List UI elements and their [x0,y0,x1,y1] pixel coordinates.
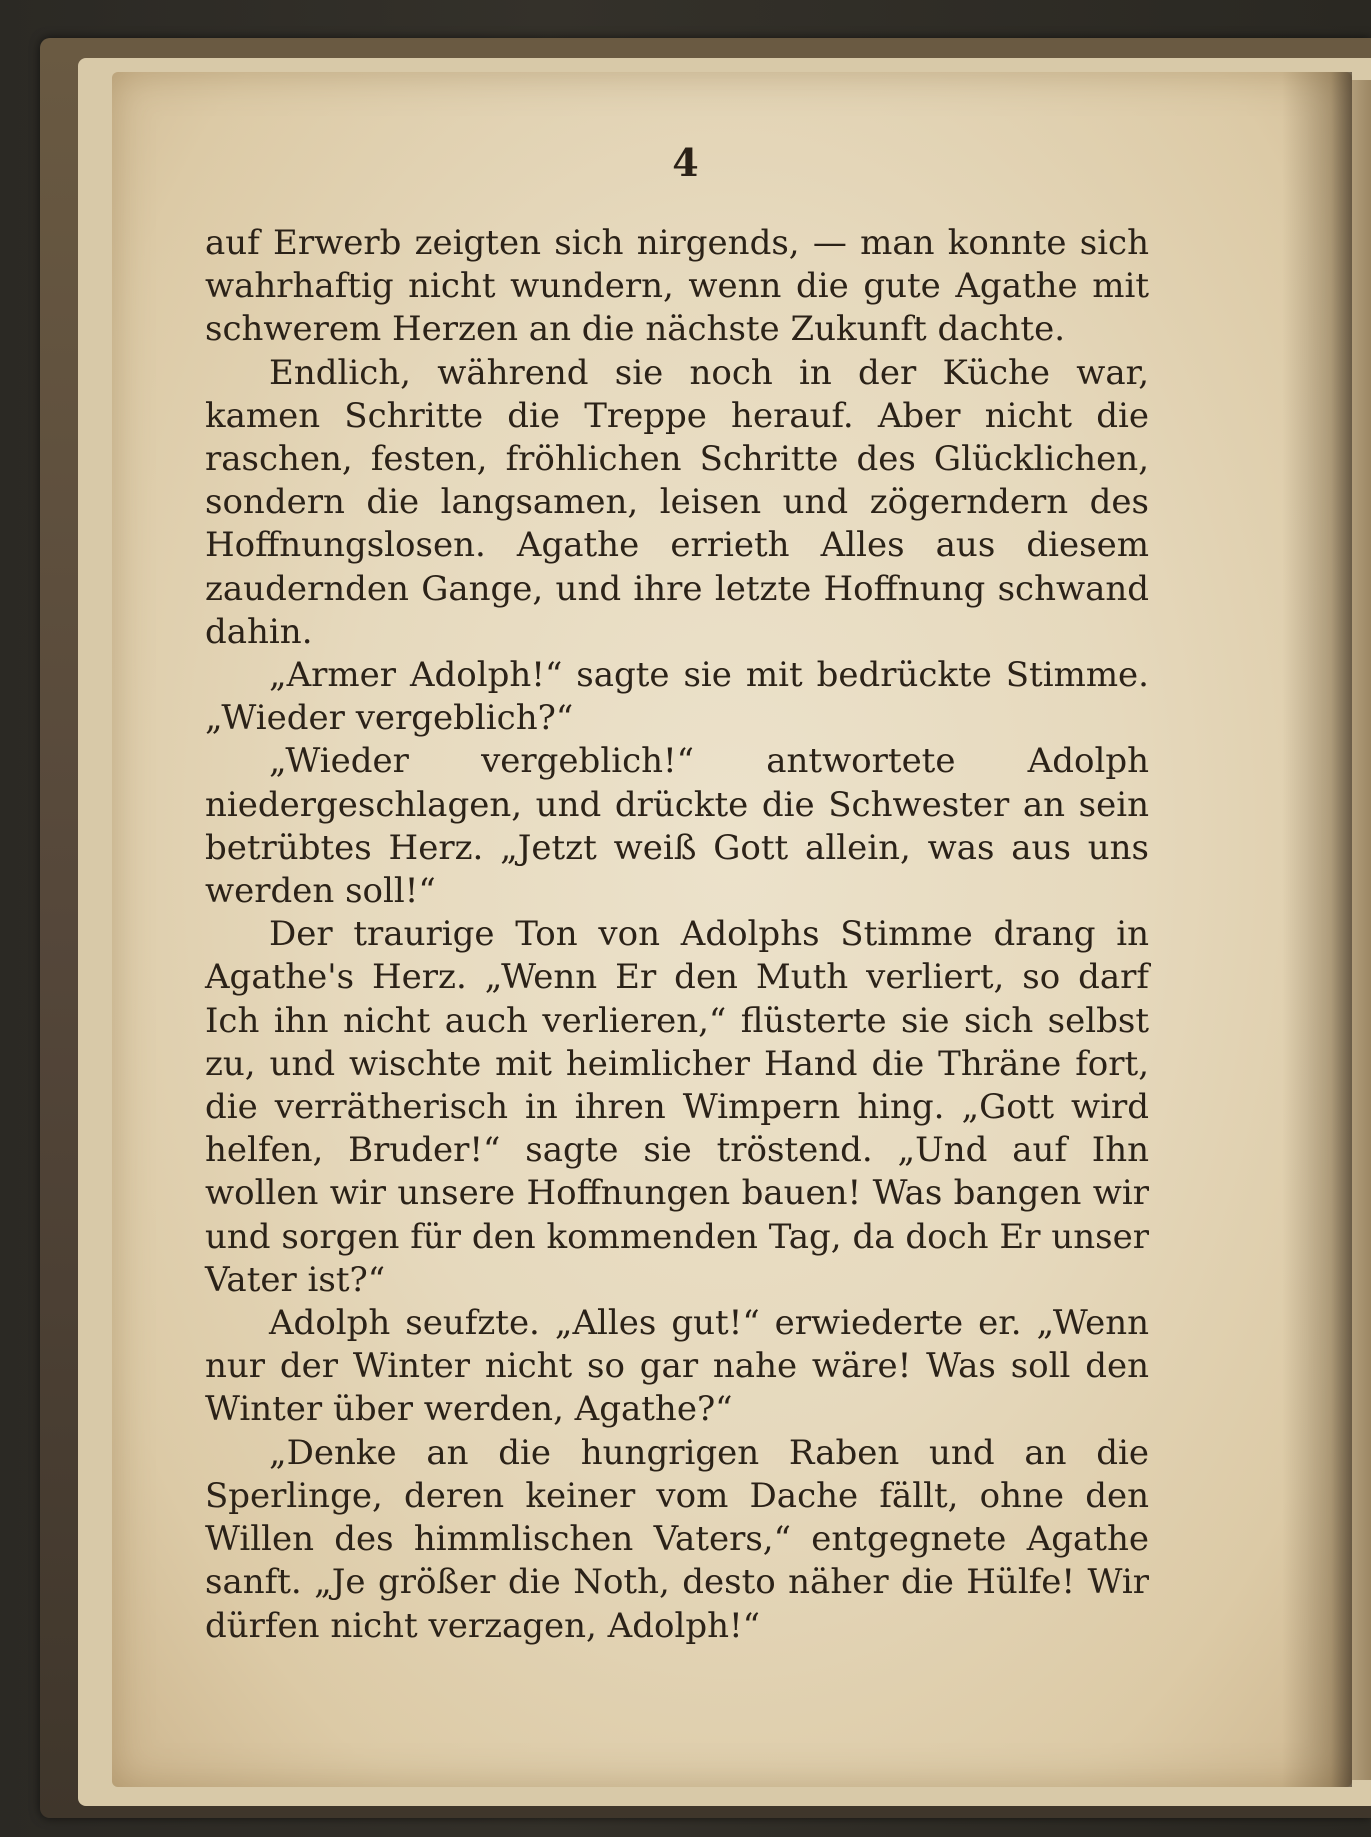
paragraph: Endlich, während sie noch in der Küche war, kamen Schritte die Treppe herauf. Aber nicht die raschen, festen, fröhlichen Schritte des Glücklichen, sondern die langsamen, leisen und zögerndern des Hoffnungslosen. Agathe errieth Alles aus diesem zaudernden Gange, und ihre letzte Hoffnung schwand dahin. [205,352,1149,652]
paragraph: Adolph seufzte. „Alles gut!“ erwiederte er. „Wenn nur der Winter nicht so gar nahe wäre! Was soll den Winter über werden, Agathe?“ [205,1303,1149,1430]
paragraph: „Denke an die hungrigen Raben und an die Sperlinge, deren keiner vom Dache fällt, ohne den Willen des himmlischen Vaters,“ entgegnete Agathe sanft. „Je größer die Noth, desto näher die Hülfe! Wir dürfen nicht verzagen, Adolph!“ [205,1432,1149,1646]
page-body-text [205,222,1149,1648]
page-gutter-shadow [1282,72,1352,1787]
page-number: 4 [672,140,699,185]
paragraph: „Armer Adolph!“ sagte sie mit bedrückte Stimme. „Wieder vergeblich?“ [205,655,1149,739]
paragraph: auf Erwerb zeigten sich nirgends, — man konnte sich wahrhaftig nicht wundern, wenn die gute Agathe mit schwerem Herzen an die nächste Zukunft dachte. [205,223,1149,350]
paragraph: Der traurige Ton von Adolphs Stimme drang in Agathe's Herz. „Wenn Er den Muth verliert, so darf Ich ihn nicht auch verlieren,“ flüsterte sie sich selbst zu, und wischte mit heimlicher Hand die Thräne fort, die verrätherisch in ihren Wimpern hing. „Gott wird helfen, Bruder!“ sagte sie tröstend. „Und auf Ihn wollen wir unsere Hoffnungen bauen! Was bangen wir und sorgen für den kommenden Tag, da doch Er unser Vater ist?“ [205,914,1149,1300]
paragraph: „Wieder vergeblich!“ antwortete Adolph niedergeschlagen, und drückte die Schwester an sein betrübtes Herz. „Jetzt weiß Gott allein, was aus uns werden soll!“ [205,741,1149,912]
